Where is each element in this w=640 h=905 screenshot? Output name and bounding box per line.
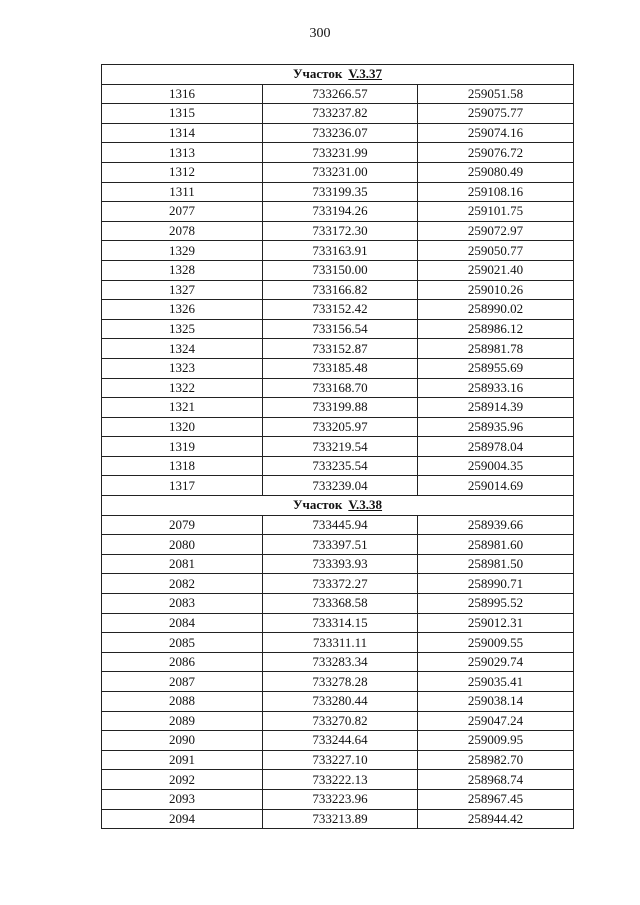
table-row	[102, 456, 574, 476]
point-number-cell: 2091	[102, 750, 263, 770]
table-row	[102, 162, 574, 182]
point-number-cell: 1325	[102, 319, 263, 339]
x-coordinate-cell: 733235.54	[263, 456, 418, 476]
y-coordinate-cell: 258933.16	[418, 378, 574, 398]
x-coordinate-cell: 733314.15	[263, 613, 418, 633]
point-number-cell: 1328	[102, 260, 263, 280]
table-row	[102, 398, 574, 418]
y-coordinate-cell: 259038.14	[418, 692, 574, 712]
point-number-cell: 1313	[102, 143, 263, 163]
x-coordinate-cell: 733372.27	[263, 574, 418, 594]
point-number-cell: 2094	[102, 809, 263, 829]
x-coordinate-cell: 733219.54	[263, 437, 418, 457]
point-number-cell: 1315	[102, 104, 263, 124]
y-coordinate-cell: 258981.60	[418, 535, 574, 555]
table-row	[102, 594, 574, 614]
y-coordinate-cell: 259101.75	[418, 202, 574, 222]
point-number-cell: 1324	[102, 339, 263, 359]
point-number-cell: 1327	[102, 280, 263, 300]
y-coordinate-cell: 259004.35	[418, 456, 574, 476]
x-coordinate-cell: 733185.48	[263, 358, 418, 378]
x-coordinate-cell: 733152.87	[263, 339, 418, 359]
table-row	[102, 182, 574, 202]
y-coordinate-cell: 259009.55	[418, 633, 574, 653]
point-number-cell: 1317	[102, 476, 263, 496]
x-coordinate-cell: 733172.30	[263, 221, 418, 241]
x-coordinate-cell: 733156.54	[263, 319, 418, 339]
x-coordinate-cell: 733280.44	[263, 692, 418, 712]
y-coordinate-cell: 259009.95	[418, 731, 574, 751]
section-code: V.3.38	[348, 497, 383, 513]
point-number-cell: 2090	[102, 731, 263, 751]
x-coordinate-cell: 733278.28	[263, 672, 418, 692]
table-row	[102, 750, 574, 770]
section-header-row	[102, 496, 574, 516]
section-header-row	[102, 65, 574, 85]
page-number: 300	[309, 26, 331, 41]
x-coordinate-cell: 733199.35	[263, 182, 418, 202]
x-coordinate-cell: 733166.82	[263, 280, 418, 300]
point-number-cell: 2092	[102, 770, 263, 790]
x-coordinate-cell: 733244.64	[263, 731, 418, 751]
x-coordinate-cell: 733163.91	[263, 241, 418, 261]
point-number-cell: 2079	[102, 515, 263, 535]
point-number-cell: 2084	[102, 613, 263, 633]
table-row	[102, 535, 574, 555]
y-coordinate-cell: 259035.41	[418, 672, 574, 692]
x-coordinate-cell: 733227.10	[263, 750, 418, 770]
x-coordinate-cell: 733213.89	[263, 809, 418, 829]
x-coordinate-cell: 733445.94	[263, 515, 418, 535]
point-number-cell: 1319	[102, 437, 263, 457]
point-number-cell: 2081	[102, 554, 263, 574]
x-coordinate-cell: 733199.88	[263, 398, 418, 418]
point-number-cell: 1318	[102, 456, 263, 476]
table-row	[102, 300, 574, 320]
point-number-cell: 1320	[102, 417, 263, 437]
y-coordinate-cell: 259074.16	[418, 123, 574, 143]
table-row	[102, 515, 574, 535]
y-coordinate-cell: 259021.40	[418, 260, 574, 280]
table-row	[102, 339, 574, 359]
y-coordinate-cell: 259029.74	[418, 652, 574, 672]
table-row	[102, 202, 574, 222]
table-row	[102, 319, 574, 339]
x-coordinate-cell: 733283.34	[263, 652, 418, 672]
point-number-cell: 2087	[102, 672, 263, 692]
x-coordinate-cell: 733311.11	[263, 633, 418, 653]
point-number-cell: 2080	[102, 535, 263, 555]
point-number-cell: 1311	[102, 182, 263, 202]
y-coordinate-cell: 259076.72	[418, 143, 574, 163]
x-coordinate-cell: 733152.42	[263, 300, 418, 320]
y-coordinate-cell: 259050.77	[418, 241, 574, 261]
table-row	[102, 143, 574, 163]
table-row	[102, 417, 574, 437]
table-row	[102, 672, 574, 692]
y-coordinate-cell: 259051.58	[418, 84, 574, 104]
x-coordinate-cell: 733223.96	[263, 789, 418, 809]
section-label: Участок	[292, 66, 343, 82]
y-coordinate-cell: 258990.02	[418, 300, 574, 320]
table-row	[102, 84, 574, 104]
y-coordinate-cell: 259010.26	[418, 280, 574, 300]
table-row	[102, 731, 574, 751]
point-number-cell: 2085	[102, 633, 263, 653]
y-coordinate-cell: 258935.96	[418, 417, 574, 437]
table-row	[102, 437, 574, 457]
x-coordinate-cell: 733270.82	[263, 711, 418, 731]
table-row	[102, 123, 574, 143]
point-number-cell: 2077	[102, 202, 263, 222]
y-coordinate-cell: 259072.97	[418, 221, 574, 241]
x-coordinate-cell: 733266.57	[263, 84, 418, 104]
y-coordinate-cell: 259012.31	[418, 613, 574, 633]
x-coordinate-cell: 733368.58	[263, 594, 418, 614]
x-coordinate-cell: 733239.04	[263, 476, 418, 496]
y-coordinate-cell: 259080.49	[418, 162, 574, 182]
point-number-cell: 2088	[102, 692, 263, 712]
y-coordinate-cell: 258995.52	[418, 594, 574, 614]
section-code: V.3.37	[348, 66, 383, 82]
section-header-cell	[102, 496, 574, 516]
x-coordinate-cell: 733231.00	[263, 162, 418, 182]
point-number-cell: 1322	[102, 378, 263, 398]
table-row	[102, 221, 574, 241]
table-row	[102, 378, 574, 398]
table-row	[102, 476, 574, 496]
point-number-cell: 2086	[102, 652, 263, 672]
point-number-cell: 2078	[102, 221, 263, 241]
y-coordinate-cell: 258914.39	[418, 398, 574, 418]
table-row	[102, 554, 574, 574]
x-coordinate-cell: 733194.26	[263, 202, 418, 222]
y-coordinate-cell: 258968.74	[418, 770, 574, 790]
table-row	[102, 574, 574, 594]
y-coordinate-cell: 258990.71	[418, 574, 574, 594]
table-row	[102, 809, 574, 829]
table-row	[102, 280, 574, 300]
table-row	[102, 652, 574, 672]
x-coordinate-cell: 733393.93	[263, 554, 418, 574]
point-number-cell: 2089	[102, 711, 263, 731]
section-label: Участок	[292, 497, 343, 513]
table-row	[102, 358, 574, 378]
point-number-cell: 1323	[102, 358, 263, 378]
x-coordinate-cell: 733168.70	[263, 378, 418, 398]
table-row	[102, 260, 574, 280]
point-number-cell: 1321	[102, 398, 263, 418]
y-coordinate-cell: 258978.04	[418, 437, 574, 457]
y-coordinate-cell: 258939.66	[418, 515, 574, 535]
point-number-cell: 1329	[102, 241, 263, 261]
y-coordinate-cell: 259075.77	[418, 104, 574, 124]
y-coordinate-cell: 258981.50	[418, 554, 574, 574]
x-coordinate-cell: 733205.97	[263, 417, 418, 437]
y-coordinate-cell: 259108.16	[418, 182, 574, 202]
point-number-cell: 1316	[102, 84, 263, 104]
y-coordinate-cell: 258982.70	[418, 750, 574, 770]
table-row	[102, 692, 574, 712]
table-row	[102, 789, 574, 809]
y-coordinate-cell: 258986.12	[418, 319, 574, 339]
y-coordinate-cell: 258944.42	[418, 809, 574, 829]
coordinates-table	[101, 64, 574, 829]
point-number-cell: 2083	[102, 594, 263, 614]
point-number-cell: 2082	[102, 574, 263, 594]
y-coordinate-cell: 258981.78	[418, 339, 574, 359]
y-coordinate-cell: 259014.69	[418, 476, 574, 496]
y-coordinate-cell: 259047.24	[418, 711, 574, 731]
table-row	[102, 104, 574, 124]
point-number-cell: 1312	[102, 162, 263, 182]
coordinates-table-body	[102, 65, 574, 829]
x-coordinate-cell: 733236.07	[263, 123, 418, 143]
x-coordinate-cell: 733397.51	[263, 535, 418, 555]
table-row	[102, 711, 574, 731]
y-coordinate-cell: 258967.45	[418, 789, 574, 809]
table-row	[102, 241, 574, 261]
section-header-cell	[102, 65, 574, 85]
x-coordinate-cell: 733237.82	[263, 104, 418, 124]
point-number-cell: 2093	[102, 789, 263, 809]
point-number-cell: 1314	[102, 123, 263, 143]
table-row	[102, 633, 574, 653]
x-coordinate-cell: 733222.13	[263, 770, 418, 790]
table-row	[102, 613, 574, 633]
table-row	[102, 770, 574, 790]
y-coordinate-cell: 258955.69	[418, 358, 574, 378]
x-coordinate-cell: 733150.00	[263, 260, 418, 280]
point-number-cell: 1326	[102, 300, 263, 320]
x-coordinate-cell: 733231.99	[263, 143, 418, 163]
